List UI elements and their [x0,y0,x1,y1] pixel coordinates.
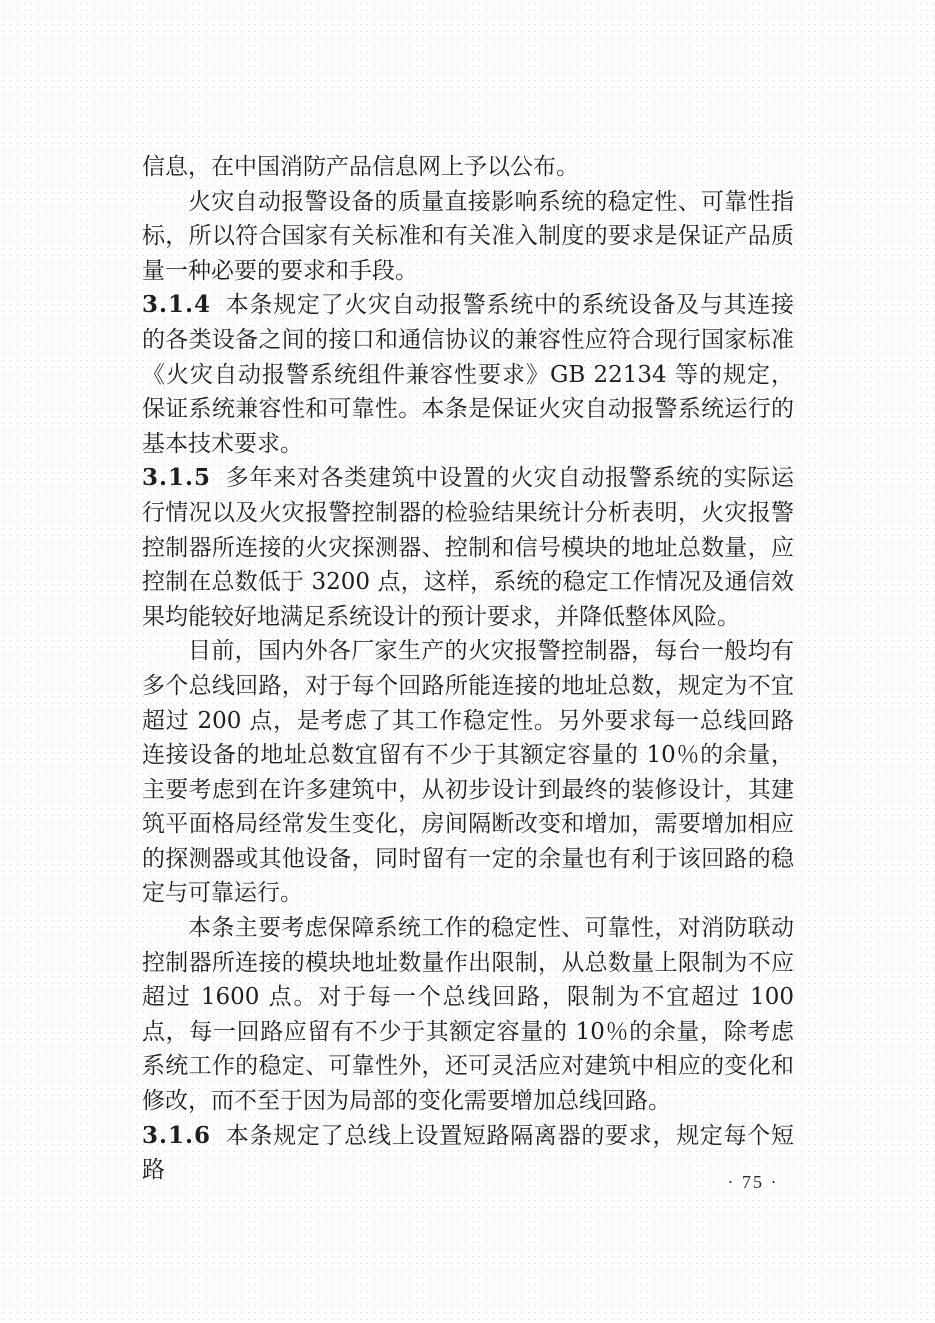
paragraph-text: 目前，国内外各厂家生产的火灾报警控制器，每台一般均有多个总线回路，对于每个回路所能连接的地址总数，规定为不宜超过 200 点，是考虑了其工作稳定性。另外要求每一总线回路连接设备的地址总数宜留有不少于其额定容量的 10％的余量，主要考虑到在许多建筑中，从初步设计到最终的装修设计，其建筑平面格局经常发生变化，房间隔断改变和增加，需要增加相应的探测器或其他设备，同时留有一定的余量也有利于该回路的稳定与可靠运行。 [142,638,794,907]
clause-3-1-4 [142,288,794,461]
clause-text: 本条规定了火灾自动报警系统中的系统设备及与其连接的各类设备之间的接口和通信协议的兼容性应符合现行国家标准《火灾自动报警系统组件兼容性要求》GB 22134 等的规定，保证系统兼容性和可靠性。本条是保证火灾自动报警系统运行的基本技术要求。 [142,292,794,457]
paragraph [142,911,794,1119]
paragraph-text: 信息，在中国消防产品信息网上予以公布。 [142,154,579,180]
clause-text: 多年来对各类建筑中设置的火灾自动报警系统的实际运行情况以及火灾报警控制器的检验结果统计分析表明，火灾报警控制器所连接的火灾探测器、控制和信号模块的地址总数量，应控制在总数低于 3200 点，这样，系统的稳定工作情况及通信效果均能较好地满足系统设计的预计要求，并降低整体风险。 [142,465,794,630]
paragraph-continuation [142,150,794,185]
paragraph [142,634,794,911]
clause-number: 3.1.4 [142,291,212,319]
body-text [142,150,794,1188]
clause-text: 本条规定了总线上设置短路隔离器的要求，规定每个短路 [142,1122,794,1184]
paragraph-text: 火灾自动报警设备的质量直接影响系统的稳定性、可靠性指标，所以符合国家有关标准和有关准入制度的要求是保证产品质量一种必要的要求和手段。 [142,188,794,284]
clause-number: 3.1.5 [142,464,212,492]
paragraph [142,185,794,289]
clause-number: 3.1.6 [142,1121,212,1149]
clause-3-1-5 [142,461,794,634]
paragraph-text: 本条主要考虑保障系统工作的稳定性、可靠性，对消防联动控制器所连接的模块地址数量作出限制，从总数量上限制为不应超过 1600 点。对于每一个总线回路，限制为不宜超过 100 点，每一回路应留有不少于其额定容量的 10％的余量，除考虑系统工作的稳定、可靠性外，还可灵活应对建筑中相应的变化和修改，而不至于因为局部的变化需要增加总线回路。 [142,915,794,1115]
page-number: · 75 · [727,1172,779,1192]
clause-3-1-6 [142,1119,794,1188]
